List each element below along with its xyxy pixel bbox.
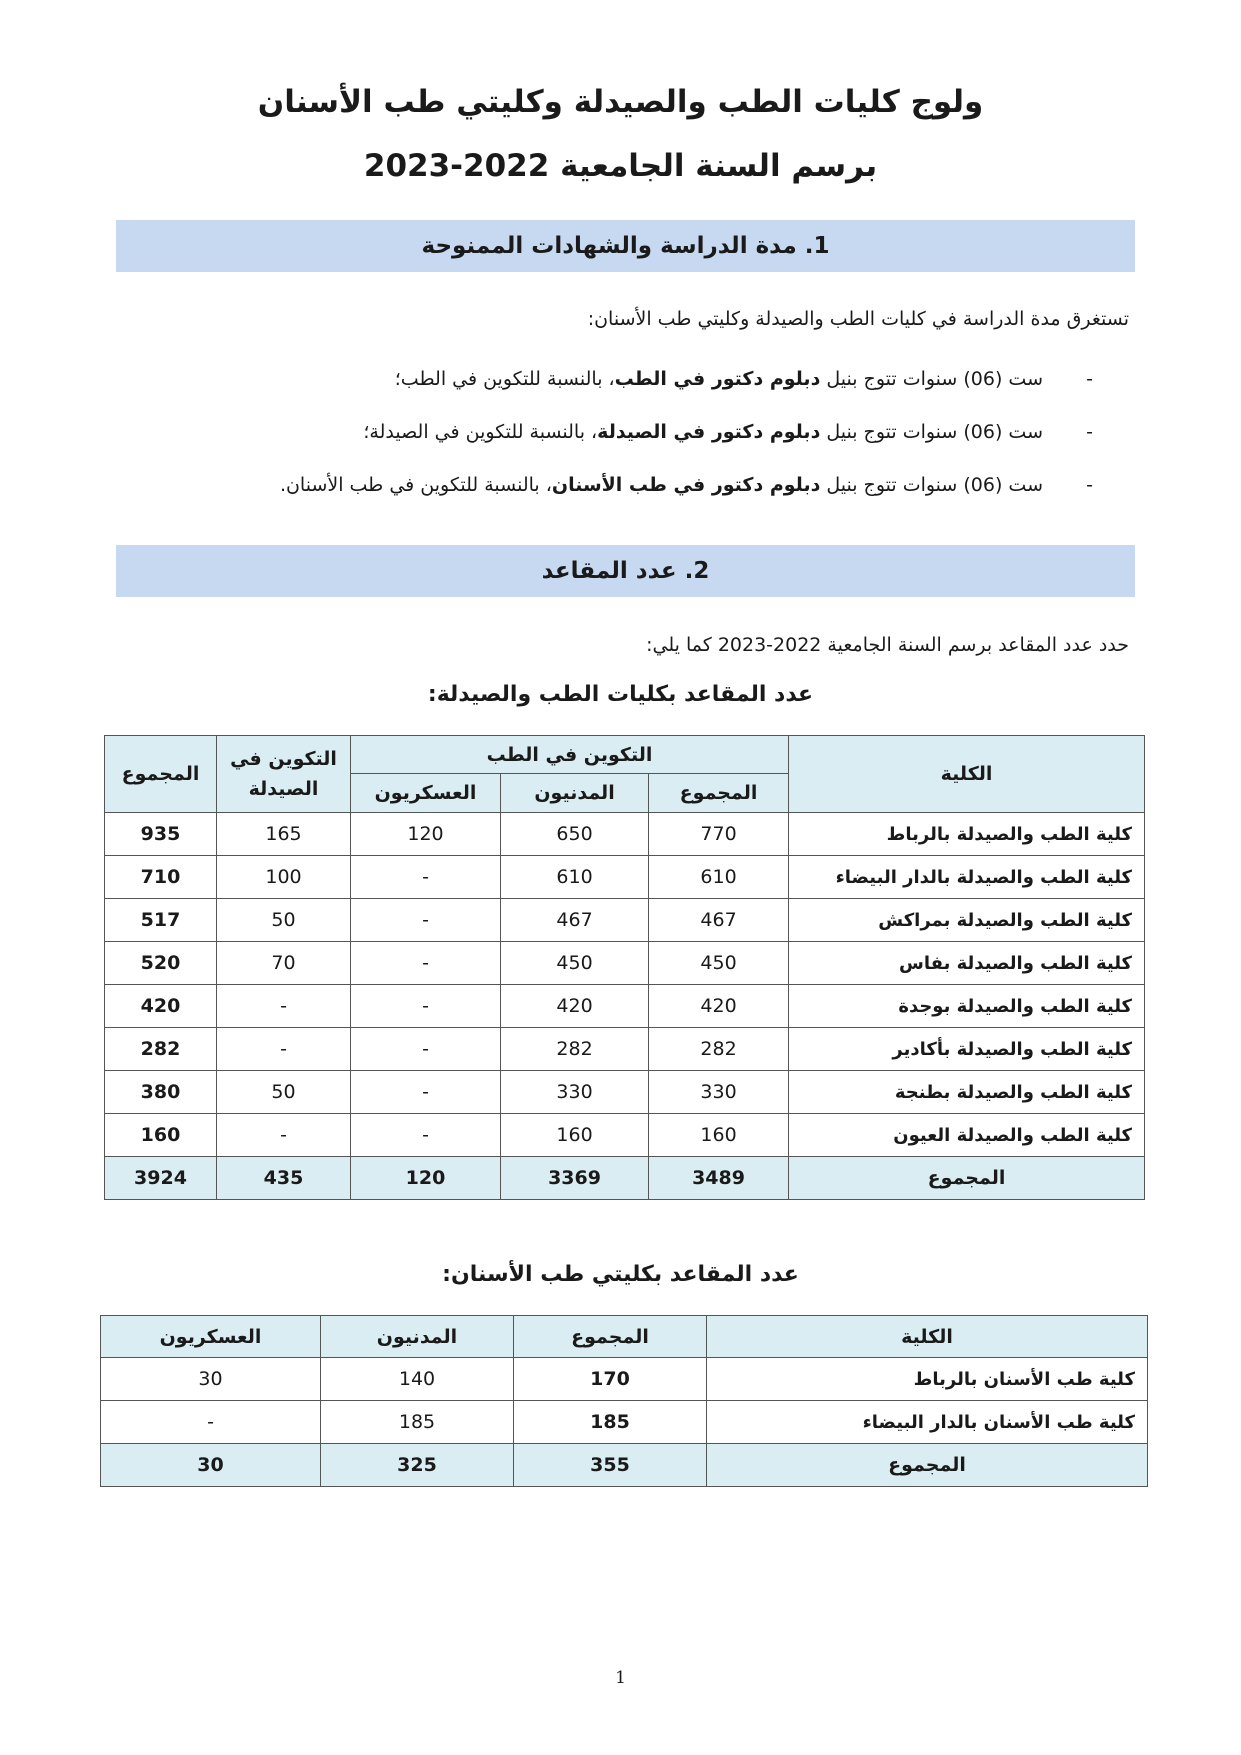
civilians-cell: 420 — [501, 985, 649, 1028]
table-row — [105, 899, 1145, 942]
civilians-cell: 140 — [321, 1358, 514, 1401]
header-pharmacy-training — [217, 736, 351, 813]
medicine-total-cell: 3489 — [649, 1157, 789, 1200]
total-label-cell: المجموع — [707, 1444, 1148, 1487]
grand-total-cell: 380 — [105, 1071, 217, 1114]
table1-caption: عدد المقاعد بكليات الطب والصيدلة: — [427, 682, 814, 707]
military-cell: - — [101, 1401, 321, 1444]
table2-body — [101, 1358, 1148, 1487]
military-cell: - — [351, 1071, 501, 1114]
page-number: 1 — [615, 1668, 626, 1688]
bullet-dash: - — [1086, 474, 1093, 496]
section1-heading: 1. مدة الدراسة والشهادات الممنوحة — [116, 220, 1135, 272]
military-cell: - — [351, 899, 501, 942]
header-grand-total: المجموع — [105, 736, 217, 813]
civilians-cell: 160 — [501, 1114, 649, 1157]
medicine-total-cell: 160 — [649, 1114, 789, 1157]
civilians-cell: 330 — [501, 1071, 649, 1114]
header-faculty: الكلية — [707, 1316, 1148, 1358]
civilians-cell: 3369 — [501, 1157, 649, 1200]
table1-body — [105, 813, 1145, 1200]
military-cell: 30 — [101, 1358, 321, 1401]
military-cell: - — [351, 942, 501, 985]
table-row — [101, 1358, 1148, 1401]
faculty-name-cell: كلية الطب والصيدلة بأكادير — [789, 1028, 1145, 1071]
pharmacy-cell: 50 — [217, 899, 351, 942]
civilians-cell: 650 — [501, 813, 649, 856]
bullet-text-post: ، بالنسبة للتكوين في الطب؛ — [394, 368, 615, 390]
faculty-name-cell: كلية الطب والصيدلة بالرباط — [789, 813, 1145, 856]
civilians-cell: 467 — [501, 899, 649, 942]
grand-total-cell: 935 — [105, 813, 217, 856]
header-medicine-training: التكوين في الطب — [351, 736, 789, 774]
header-total: المجموع — [514, 1316, 707, 1358]
military-cell: - — [351, 985, 501, 1028]
table-row — [105, 942, 1145, 985]
medicine-pharmacy-seats-table — [104, 735, 1145, 1200]
grand-total-cell: 3924 — [105, 1157, 217, 1200]
table-row — [105, 1114, 1145, 1157]
table-total-row — [101, 1444, 1148, 1487]
pharmacy-cell: 70 — [217, 942, 351, 985]
header-military: العسكريون — [351, 774, 501, 813]
grand-total-cell: 160 — [105, 1114, 217, 1157]
header-medicine-total: المجموع — [649, 774, 789, 813]
pharmacy-cell: 165 — [217, 813, 351, 856]
bullet-dash: - — [1086, 368, 1093, 390]
pharmacy-cell: 100 — [217, 856, 351, 899]
total-cell: 355 — [514, 1444, 707, 1487]
table-row — [105, 1071, 1145, 1114]
table-total-row — [105, 1157, 1145, 1200]
pharmacy-cell: - — [217, 985, 351, 1028]
medicine-total-cell: 467 — [649, 899, 789, 942]
total-cell: 170 — [514, 1358, 707, 1401]
civilians-cell: 185 — [321, 1401, 514, 1444]
civilians-cell: 610 — [501, 856, 649, 899]
faculty-name-cell: كلية طب الأسنان بالدار البيضاء — [707, 1401, 1148, 1444]
header-civilians: المدنيون — [321, 1316, 514, 1358]
bullet-dash: - — [1086, 421, 1093, 443]
bullet-text-post: ، بالنسبة للتكوين في الصيدلة؛ — [363, 421, 598, 443]
header-pharmacy-line1: التكوين في — [230, 748, 337, 770]
pharmacy-cell: - — [217, 1028, 351, 1071]
dentistry-seats-table — [100, 1315, 1148, 1487]
table-row — [105, 985, 1145, 1028]
pharmacy-cell: - — [217, 1114, 351, 1157]
faculty-name-cell: كلية الطب والصيدلة بطنجة — [789, 1071, 1145, 1114]
civilians-cell: 325 — [321, 1444, 514, 1487]
table2-caption: عدد المقاعد بكليتي طب الأسنان: — [442, 1262, 799, 1287]
bullet-text-bold: دبلوم دكتور في الصيدلة — [597, 421, 821, 443]
faculty-name-cell: كلية طب الأسنان بالرباط — [707, 1358, 1148, 1401]
grand-total-cell: 520 — [105, 942, 217, 985]
pharmacy-cell: 50 — [217, 1071, 351, 1114]
faculty-name-cell: كلية الطب والصيدلة بمراكش — [789, 899, 1145, 942]
header-civilians: المدنيون — [501, 774, 649, 813]
table-row — [101, 1401, 1148, 1444]
total-label-cell: المجموع — [789, 1157, 1145, 1200]
table-row — [105, 856, 1145, 899]
bullet-text-pre: ست (06) سنوات تتوج بنيل — [820, 368, 1043, 390]
page-title: ولوج كليات الطب والصيدلة وكليتي طب الأسنان — [257, 84, 984, 120]
medicine-total-cell: 770 — [649, 813, 789, 856]
bullet-text-bold: دبلوم دكتور في طب الأسنان — [551, 474, 821, 496]
bullet-text-bold: دبلوم دكتور في الطب — [614, 368, 821, 390]
medicine-total-cell: 420 — [649, 985, 789, 1028]
header-faculty: الكلية — [789, 736, 1145, 813]
bullet-text-post: ، بالنسبة للتكوين في طب الأسنان. — [279, 474, 552, 496]
faculty-name-cell: كلية الطب والصيدلة بوجدة — [789, 985, 1145, 1028]
bullet-text-pre: ست (06) سنوات تتوج بنيل — [820, 421, 1043, 443]
section2-intro: حدد عدد المقاعد برسم السنة الجامعية 2022-2023 كما يلي: — [646, 634, 1129, 656]
civilians-cell: 282 — [501, 1028, 649, 1071]
page-subtitle: برسم السنة الجامعية 2022-2023 — [363, 148, 878, 184]
grand-total-cell: 517 — [105, 899, 217, 942]
medicine-total-cell: 282 — [649, 1028, 789, 1071]
section1-intro: تستغرق مدة الدراسة في كليات الطب والصيدلة وكليتي طب الأسنان: — [587, 308, 1129, 330]
military-cell: 120 — [351, 813, 501, 856]
header-military: العسكريون — [101, 1316, 321, 1358]
military-cell: 120 — [351, 1157, 501, 1200]
grand-total-cell: 282 — [105, 1028, 217, 1071]
military-cell: - — [351, 856, 501, 899]
military-cell: - — [351, 1028, 501, 1071]
military-cell: 30 — [101, 1444, 321, 1487]
faculty-name-cell: كلية الطب والصيدلة بفاس — [789, 942, 1145, 985]
medicine-total-cell: 610 — [649, 856, 789, 899]
faculty-name-cell: كلية الطب والصيدلة بالدار البيضاء — [789, 856, 1145, 899]
section2-heading: 2. عدد المقاعد — [116, 545, 1135, 597]
total-cell: 185 — [514, 1401, 707, 1444]
medicine-total-cell: 330 — [649, 1071, 789, 1114]
civilians-cell: 450 — [501, 942, 649, 985]
military-cell: - — [351, 1114, 501, 1157]
medicine-total-cell: 450 — [649, 942, 789, 985]
faculty-name-cell: كلية الطب والصيدلة العيون — [789, 1114, 1145, 1157]
table-row — [105, 813, 1145, 856]
grand-total-cell: 710 — [105, 856, 217, 899]
header-pharmacy-line2: الصيدلة — [248, 778, 319, 800]
grand-total-cell: 420 — [105, 985, 217, 1028]
table-row — [105, 1028, 1145, 1071]
pharmacy-cell: 435 — [217, 1157, 351, 1200]
bullet-text-pre: ست (06) سنوات تتوج بنيل — [820, 474, 1043, 496]
